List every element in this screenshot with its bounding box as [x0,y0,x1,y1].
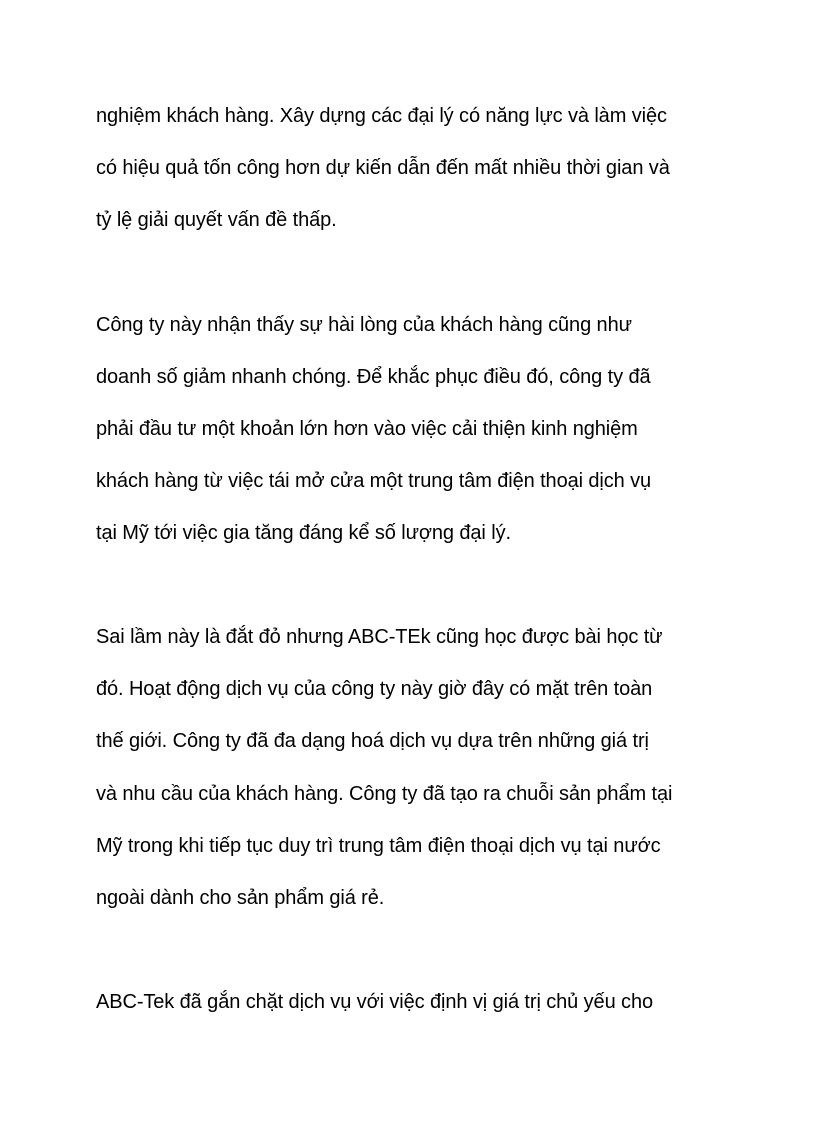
paragraph-line: Mỹ trong khi tiếp tục duy trì trung tâm điện thoại dịch vụ tại nước [96,835,661,857]
paragraph-line: Công ty này nhận thấy sự hài lòng của khách hàng cũng như [96,314,632,336]
paragraph-line: tỷ lệ giải quyết vấn đề thấp. [96,209,337,231]
paragraph-line: ngoài dành cho sản phẩm giá rẻ. [96,887,385,909]
paragraph-line: và nhu cầu của khách hàng. Công ty đã tạo ra chuỗi sản phẩm tại [96,783,673,805]
paragraph-line: đó. Hoạt động dịch vụ của công ty này giờ đây có mặt trên toàn [96,678,653,700]
paragraph-line: thế giới. Công ty đã đa dạng hoá dịch vụ dựa trên những giá trị [96,730,649,752]
paragraph-line: tại Mỹ tới việc gia tăng đáng kể số lượng đại lý. [96,522,511,544]
paragraph-line: nghiệm khách hàng. Xây dựng các đại lý có năng lực và làm việc [96,105,667,127]
paragraph-line: phải đầu tư một khoản lớn hơn vào việc cải thiện kinh nghiệm [96,418,638,440]
paragraph-line: Sai lầm này là đắt đỏ nhưng ABC-TEk cũng học được bài học từ [96,626,663,648]
paragraph-line: có hiệu quả tốn công hơn dự kiến dẫn đến mất nhiều thời gian và [96,157,670,179]
paragraph-line: doanh số giảm nhanh chóng. Để khắc phục điều đó, công ty đã [96,366,651,388]
paragraph-line: khách hàng từ việc tái mở cửa một trung tâm điện thoại dịch vụ [96,470,652,492]
paragraph-line: ABC-Tek đã gắn chặt dịch vụ với việc định vị giá trị chủ yếu cho [96,991,653,1013]
